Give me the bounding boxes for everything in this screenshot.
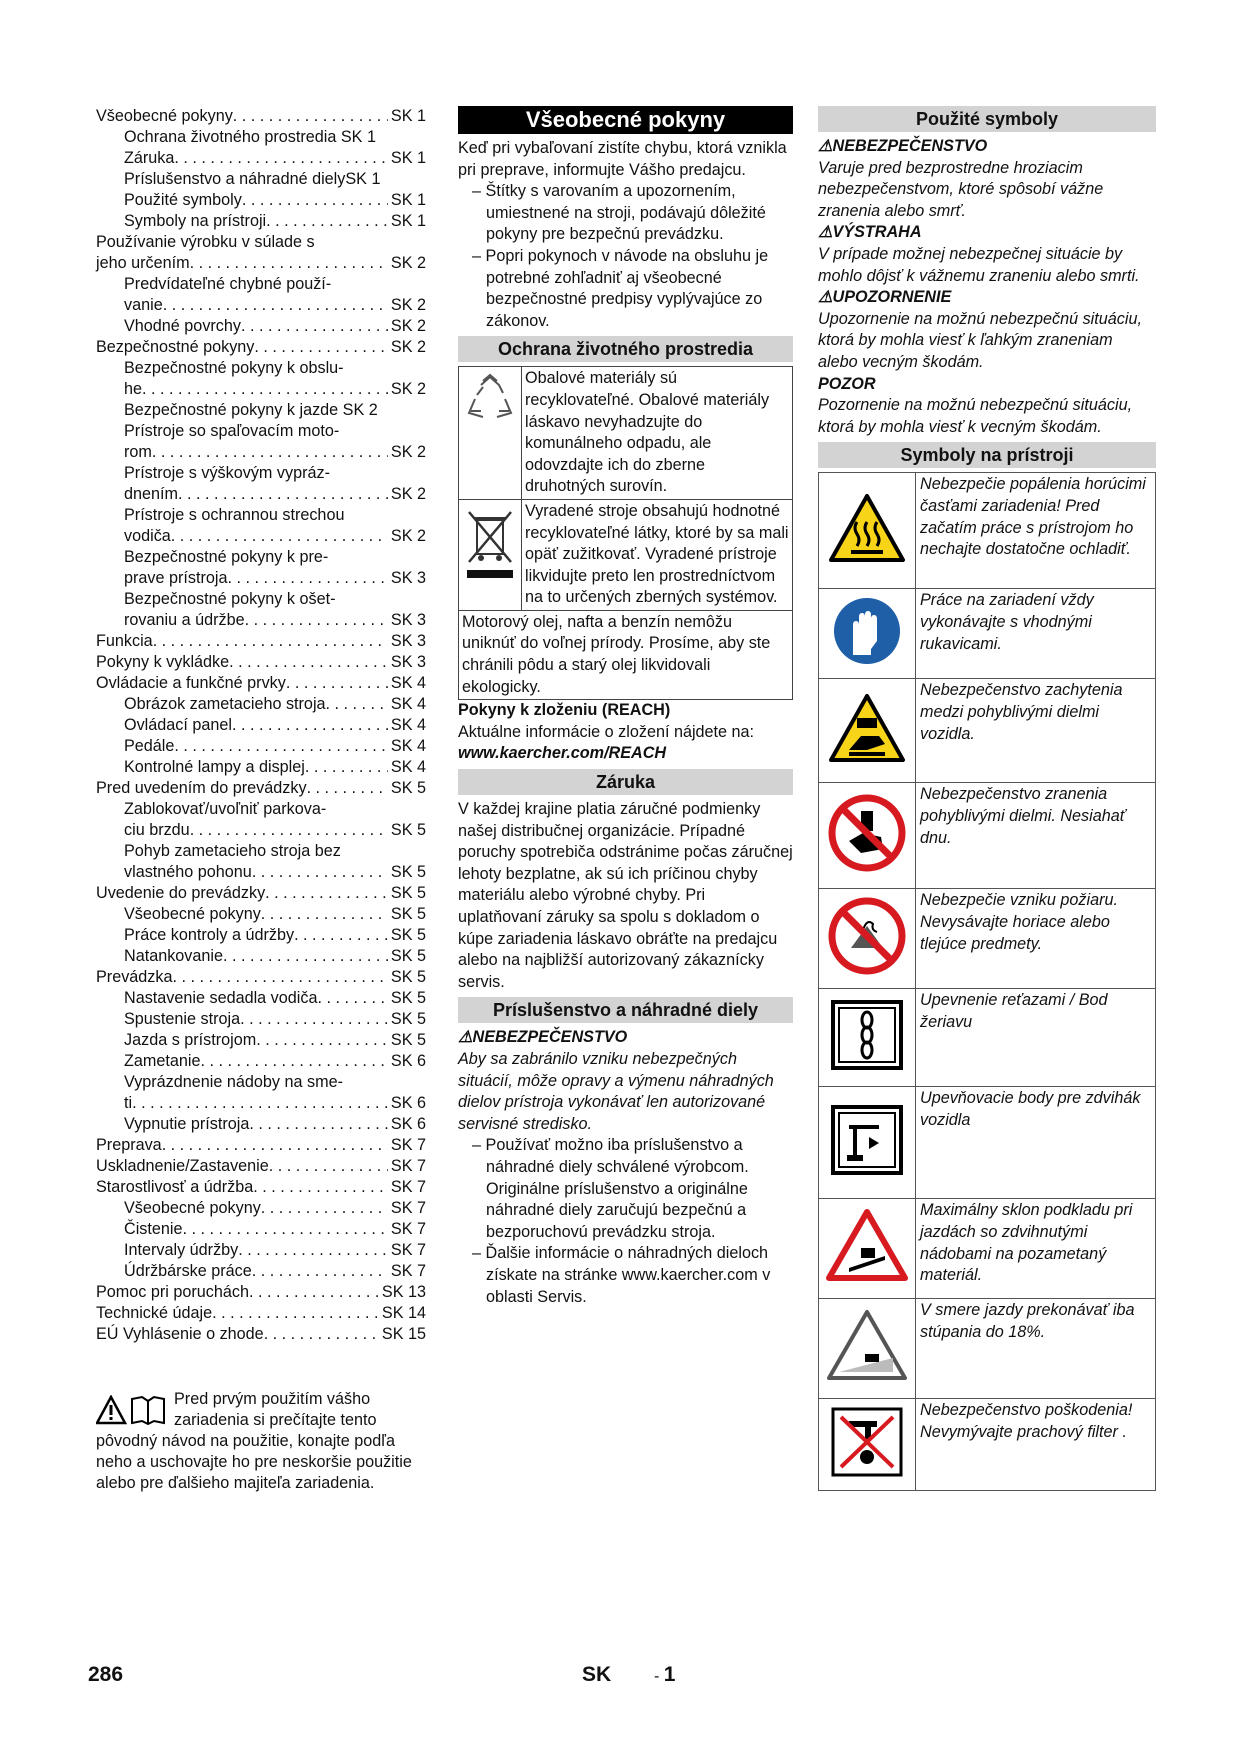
toc-entry-title: Príslušenstvo a náhradné dielySK 1 bbox=[124, 170, 381, 188]
toc-entry-title: Starostlivosť a údržba bbox=[96, 1178, 254, 1196]
recycle-icon bbox=[463, 413, 517, 431]
toc-entry-page: SK 3 bbox=[390, 632, 426, 650]
toc-entry-title: EÚ Vyhlásenie o zhode bbox=[96, 1325, 264, 1343]
toc-entry[interactable] bbox=[96, 190, 426, 211]
toc-entry-page: SK 7 bbox=[390, 1157, 426, 1175]
toc-entry[interactable] bbox=[96, 295, 426, 316]
toc-entry-page: SK 2 bbox=[390, 380, 426, 398]
toc-entry[interactable] bbox=[96, 631, 426, 652]
toc-entry-page: SK 2 bbox=[390, 254, 426, 272]
toc-entry[interactable] bbox=[96, 988, 426, 1009]
toc-dot-leader bbox=[233, 106, 388, 127]
toc-dot-leader bbox=[200, 1051, 387, 1072]
toc-entry-page: SK 5 bbox=[390, 884, 426, 902]
toc-entry-title: Záruka bbox=[124, 149, 175, 167]
toc-entry-title: vanie bbox=[124, 296, 163, 314]
toc-entry-page: SK 1 bbox=[390, 107, 426, 125]
toc-entry-page: SK 13 bbox=[381, 1283, 426, 1301]
toc-entry-title: Údržbárske práce bbox=[124, 1262, 252, 1280]
toc-dot-leader bbox=[269, 1156, 388, 1177]
toc-entry[interactable] bbox=[96, 1051, 426, 1072]
toc-dot-leader bbox=[245, 610, 388, 631]
toc-dot-leader bbox=[232, 715, 388, 736]
toc-entry-page: SK 2 bbox=[390, 527, 426, 545]
toc-entry-title: Použité symboly bbox=[124, 191, 242, 209]
toc-dot-leader bbox=[227, 568, 387, 589]
middle-column bbox=[458, 106, 793, 1308]
toc-entry[interactable] bbox=[96, 862, 426, 883]
toc-entry-title: dnením bbox=[124, 485, 178, 503]
toc-dot-leader bbox=[305, 757, 388, 778]
toc-entry-page: SK 2 bbox=[390, 317, 426, 335]
toc-entry-title: Prevádzka bbox=[96, 968, 173, 986]
accessories-danger-text: Aby sa zabránilo vzniku nebezpečných situácií, môže opravy a výmenu náhradných dielov prístroja vykonávať len autorizované servisné stredisko. bbox=[458, 1049, 774, 1133]
toc-entry-title: Kontrolné lampy a displej bbox=[124, 758, 305, 776]
toc-dot-leader bbox=[190, 820, 388, 841]
toc-entry[interactable] bbox=[96, 526, 426, 547]
toc-entry-title: Všeobecné pokyny bbox=[124, 1199, 261, 1217]
toc-entry-page: SK 4 bbox=[390, 674, 426, 692]
tipping-hazard-icon bbox=[825, 1270, 909, 1288]
toc-entry-title: Uskladnenie/Zastavenie bbox=[96, 1157, 269, 1175]
toc-entry[interactable] bbox=[96, 1198, 426, 1219]
general-bullet: – Štítky s varovaním a upozornením, umiestnené na stroji, podávajú dôležité pokyny pre bezpečnú prevádzku. bbox=[472, 182, 766, 244]
general-bullet: – Popri pokynoch v návode na obsluhu je potrebné zohľadniť aj všeobecné bezpečnostné predpisy vyplývajúce zo zákonov. bbox=[472, 246, 769, 330]
hand-crush-icon bbox=[827, 750, 907, 768]
toc-entry-continued[interactable]: Prístroje so spaľovacím moto- bbox=[124, 422, 340, 440]
toc-entry[interactable] bbox=[96, 1177, 426, 1198]
toc-entry[interactable] bbox=[96, 715, 426, 736]
symbols-used-list: ⚠NEBEZPEČENSTVO Varuje pred bezprostredne hroziacim nebezpečenstvom, ktoré spôsobí vážne zranenia alebo smrť. ⚠VÝSTRAHA V prípade možnej nebezpečnej situácie by mohlo dôjsť k vážnemu zraneniu alebo smrti. ⚠UPOZORNENIE Upozornenie na možnú nebezpečnú situáciu, ktorá by mohla viesť k ľahkým zraneniam alebo vecným škodám. POZOR Pozornenie na možnú nebezpečnú situáciu, ktorá by mohla viesť k vecným škodám. bbox=[818, 137, 1142, 436]
toc-entry-page: SK 6 bbox=[390, 1115, 426, 1133]
toc-entry-page: SK 1 bbox=[390, 212, 426, 230]
toc-entry-page: SK 5 bbox=[390, 926, 426, 944]
toc-entry-continued[interactable]: Bezpečnostné pokyny k ošet- bbox=[124, 590, 336, 608]
toc-entry-title: rom bbox=[124, 443, 152, 461]
toc-entry[interactable] bbox=[96, 1093, 426, 1114]
toc-dot-leader bbox=[223, 946, 388, 967]
toc-entry[interactable] bbox=[96, 127, 426, 148]
warranty-text: V každej krajine platia záručné podmienky našej distribučnej organizácie. Prípadné poruchy spotrebiča odstránime počas záručnej lehoty bezplatne, ak sú ich príčinou chyby materiálu alebo výrobné chyby. Pri uplatňovaní záruky sa spolu s dokladom o kúpe zariadenia láskavo obráťte na predajcu alebo na najbližší autorizovaný zákaznícky servis. bbox=[458, 800, 793, 991]
toc-entry-title: Bezpečnostné pokyny k jazde SK 2 bbox=[124, 401, 378, 419]
toc-entry-page: SK 1 bbox=[390, 149, 426, 167]
toc-dot-leader bbox=[261, 1198, 388, 1219]
reach-title: Pokyny k zloženiu (REACH) bbox=[458, 701, 671, 720]
toc-entry-page: SK 6 bbox=[390, 1052, 426, 1070]
toc-dot-leader bbox=[256, 1030, 388, 1051]
toc-entry-continued[interactable]: Pohyb zametacieho stroja bez bbox=[124, 842, 341, 860]
toc-entry-title: Preprava bbox=[96, 1136, 162, 1154]
toc-entry[interactable] bbox=[96, 316, 426, 337]
device-symbols-table: Nebezpečie popálenia horúcimi časťami zariadenia! Pred začatím práce s prístrojom ho nechajte dostatočne ochladiť. Práce na zariadení vždy vykonávajte s vhodnými rukavicami. Nebezpečenstvo zachytenia medzi pohyblivými dielmi vozidla. Nebezpečenstvo zranenia pohyblivými dielmi. Nesiahať dnu. Nebezpečie vzniku požiaru. Nevysávajte horiace alebo tlejúce predmety. Upevnenie reťazami / Bod žeriavu Upevňovacie body pre zdvihák vozidla Maximálny sklon podkladu pri jazdách so zdvihnutými nádobami na pozametaný materiál. V smere jazdy prekonávať iba stúpania do 18%. Nebezpečenstvo poškodenia! Nevymývajte prachový filter . bbox=[818, 472, 1156, 1491]
toc-entry-title: Práce kontroly a údržby bbox=[124, 926, 295, 944]
toc-entry[interactable] bbox=[96, 610, 426, 631]
toc-entry[interactable] bbox=[96, 946, 426, 967]
toc-entry-page: SK 3 bbox=[390, 611, 426, 629]
page-number: 286 bbox=[88, 1663, 124, 1686]
toc-entry[interactable] bbox=[96, 757, 426, 778]
toc-entry[interactable] bbox=[96, 1282, 426, 1303]
toc-dot-leader bbox=[249, 1114, 388, 1135]
toc-entry[interactable] bbox=[96, 967, 426, 988]
toc-dot-leader bbox=[229, 652, 388, 673]
toc-dot-leader bbox=[174, 736, 387, 757]
toc-entry-page: SK 2 bbox=[390, 338, 426, 356]
toc-entry-continued[interactable]: Prístroje s ochrannou strechou bbox=[124, 506, 345, 524]
toc-entry-page: SK 7 bbox=[390, 1199, 426, 1217]
toc-dot-leader bbox=[294, 925, 388, 946]
toc-entry-page: SK 4 bbox=[390, 737, 426, 755]
toc-entry-page: SK 15 bbox=[381, 1325, 426, 1343]
toc-entry-title: Všeobecné pokyny bbox=[96, 107, 233, 125]
toc-entry-page: SK 5 bbox=[390, 1010, 426, 1028]
toc-entry-page: SK 2 bbox=[390, 485, 426, 503]
toc-entry[interactable] bbox=[96, 652, 426, 673]
toc-entry-page: SK 5 bbox=[390, 905, 426, 923]
toc-entry[interactable] bbox=[96, 484, 426, 505]
gloves-icon bbox=[831, 653, 903, 671]
toc-entry-title: Funkcia bbox=[96, 632, 153, 650]
toc-dot-leader bbox=[163, 295, 388, 316]
toc-entry-page: SK 5 bbox=[390, 947, 426, 965]
toc-dot-leader bbox=[238, 1240, 388, 1261]
toc-entry[interactable] bbox=[96, 1261, 426, 1282]
toc-entry-page: SK 3 bbox=[390, 569, 426, 587]
toc-entry-page: SK 4 bbox=[390, 758, 426, 776]
toc-entry-page: SK 1 bbox=[390, 191, 426, 209]
toc-entry[interactable] bbox=[96, 400, 426, 421]
wheelie-bin-crossed-icon bbox=[465, 566, 515, 584]
toc-entry[interactable] bbox=[96, 1030, 426, 1051]
toc-dot-leader bbox=[172, 967, 387, 988]
toc-entry[interactable] bbox=[96, 1135, 426, 1156]
toc-entry-title: jeho určením bbox=[96, 254, 190, 272]
toc-entry-page: SK 6 bbox=[390, 1094, 426, 1112]
device-symbols-heading: Symboly na prístroji bbox=[818, 442, 1156, 468]
toc-dot-leader bbox=[178, 484, 388, 505]
toc-entry-title: Spustenie stroja bbox=[124, 1010, 241, 1028]
toc-entry-title: Pred uvedením do prevádzky bbox=[96, 779, 307, 797]
reach-link[interactable]: www.kaercher.com/REACH bbox=[458, 744, 667, 763]
toc-entry[interactable] bbox=[96, 169, 426, 190]
symbols-used-heading: Použité symboly bbox=[818, 106, 1156, 132]
toc-entry-page: SK 7 bbox=[390, 1136, 426, 1154]
toc-entry-page: SK 5 bbox=[390, 989, 426, 1007]
environment-heading: Ochrana životného prostredia bbox=[458, 336, 793, 362]
toc-entry[interactable] bbox=[96, 820, 426, 841]
lift-point-icon bbox=[829, 1163, 905, 1181]
toc-dot-leader bbox=[252, 862, 388, 883]
no-wash-filter-icon bbox=[829, 1465, 905, 1483]
toc-dot-leader bbox=[286, 673, 388, 694]
toc-dot-leader bbox=[249, 1282, 379, 1303]
toc-dot-leader bbox=[317, 988, 387, 1009]
toc-dot-leader bbox=[307, 778, 388, 799]
toc-entry-continued[interactable]: Predvídateľné chybné použí- bbox=[124, 275, 332, 293]
toc-dot-leader bbox=[162, 1135, 388, 1156]
toc-dot-leader bbox=[142, 379, 388, 400]
right-column bbox=[818, 106, 1156, 1491]
toc-entry-title: Pedále bbox=[124, 737, 175, 755]
toc-entry-continued[interactable]: Zablokovať/uvoľniť parkova- bbox=[124, 800, 327, 818]
toc-dot-leader bbox=[212, 1303, 379, 1324]
toc-dot-leader bbox=[182, 1219, 387, 1240]
toc-dot-leader bbox=[171, 526, 388, 547]
table-of-contents bbox=[96, 106, 426, 1345]
toc-dot-leader bbox=[174, 148, 388, 169]
toc-entry-title: Ochrana životného prostredia SK 1 bbox=[124, 128, 376, 146]
toc-dot-leader bbox=[326, 694, 388, 715]
footer-sub: - 1 bbox=[654, 1663, 676, 1686]
toc-entry-title: ciu brzdu bbox=[124, 821, 190, 839]
toc-entry-page: SK 5 bbox=[390, 863, 426, 881]
toc-entry-title: Všeobecné pokyny bbox=[124, 905, 261, 923]
toc-entry-page: SK 7 bbox=[390, 1241, 426, 1259]
toc-entry-title: Symboly na prístroji bbox=[124, 212, 267, 230]
toc-entry-page: SK 4 bbox=[390, 695, 426, 713]
toc-entry[interactable] bbox=[96, 337, 426, 358]
toc-entry-page: SK 5 bbox=[390, 821, 426, 839]
toc-entry-page: SK 2 bbox=[390, 296, 426, 314]
toc-dot-leader bbox=[190, 253, 388, 274]
no-touch-moving-parts-icon bbox=[827, 859, 907, 877]
accessories-bullet: – Ďalšie informácie o náhradných dieloch získate na stránke www.kaercher.com v oblasti Servis. bbox=[472, 1244, 771, 1306]
toc-entry[interactable] bbox=[96, 883, 426, 904]
toc-entry-page: SK 5 bbox=[390, 1031, 426, 1049]
toc-entry[interactable] bbox=[96, 1009, 426, 1030]
toc-entry-title: prave prístroja bbox=[124, 569, 228, 587]
toc-entry[interactable] bbox=[96, 1240, 426, 1261]
toc-entry-title: Bezpečnostné pokyny bbox=[96, 338, 255, 356]
toc-entry[interactable] bbox=[96, 379, 426, 400]
toc-dot-leader bbox=[242, 190, 388, 211]
toc-entry-continued[interactable]: Bezpečnostné pokyny k pre- bbox=[124, 548, 329, 566]
toc-entry-page: SK 5 bbox=[390, 968, 426, 986]
toc-dot-leader bbox=[241, 316, 388, 337]
accessories-bullet: – Používať možno iba príslušenstvo a náhradné diely schválené výrobcom. Originálne príslušenstvo a originálne náhradné diely zaručujú bezpečnú a bezporuchovú prevádzku stroja. bbox=[472, 1136, 749, 1241]
toc-entry-continued[interactable]: Prístroje s výškovým vypráz- bbox=[124, 464, 330, 482]
toc-dot-leader bbox=[132, 1093, 388, 1114]
toc-entry-continued[interactable]: Používanie výrobku v súlade s bbox=[96, 233, 315, 251]
toc-entry[interactable] bbox=[96, 211, 426, 232]
toc-entry-title: ti bbox=[124, 1094, 133, 1112]
accessories-danger-label: ⚠NEBEZPEČENSTVO bbox=[458, 1028, 628, 1047]
toc-dot-leader bbox=[240, 1009, 388, 1030]
toc-entry-page: SK 7 bbox=[390, 1220, 426, 1238]
toc-entry-title: Pokyny k vykládke bbox=[96, 653, 230, 671]
toc-entry-title: Zametanie bbox=[124, 1052, 201, 1070]
warranty-heading: Záruka bbox=[458, 769, 793, 795]
toc-entry[interactable] bbox=[96, 568, 426, 589]
toc-entry[interactable] bbox=[96, 1219, 426, 1240]
toc-entry-page: SK 2 bbox=[390, 443, 426, 461]
toc-entry-title: Čistenie bbox=[124, 1220, 183, 1238]
toc-entry-page: SK 14 bbox=[381, 1304, 426, 1322]
toc-entry[interactable] bbox=[96, 694, 426, 715]
reach-text: Aktuálne informácie o zložení nájdete na: bbox=[458, 722, 755, 741]
toc-entry-title: Vypnutie prístroja bbox=[124, 1115, 250, 1133]
toc-entry-title: Technické údaje bbox=[96, 1304, 213, 1322]
toc-entry[interactable] bbox=[96, 442, 426, 463]
toc-entry[interactable] bbox=[96, 106, 426, 127]
toc-dot-leader bbox=[252, 1261, 388, 1282]
toc-entry-title: vlastného pohonu bbox=[124, 863, 252, 881]
footer-lang: SK bbox=[582, 1663, 612, 1686]
toc-entry-title: rovaniu a údržbe bbox=[124, 611, 245, 629]
toc-entry-title: Uvedenie do prevádzky bbox=[96, 884, 266, 902]
toc-entry[interactable] bbox=[96, 736, 426, 757]
toc-entry-title: Jazda s prístrojom bbox=[124, 1031, 257, 1049]
toc-dot-leader bbox=[153, 631, 388, 652]
intro-note: Pred prvým použitím vášho zariadenia si prečítajte tento pôvodný návod na použitie, konajte podľa neho a uschovajte ho pre neskoršie použitie alebo pre ďalšieho majiteľa zariadenia. bbox=[96, 1390, 412, 1492]
toc-entry-title: vodiča bbox=[124, 527, 171, 545]
toc-entry-continued[interactable]: Bezpečnostné pokyny k obslu- bbox=[124, 359, 344, 377]
toc-entry-page: SK 3 bbox=[390, 653, 426, 671]
accessories-heading: Príslušenstvo a náhradné diely bbox=[458, 997, 793, 1023]
chain-anchor-icon bbox=[829, 1058, 905, 1076]
toc-dot-leader bbox=[254, 337, 388, 358]
toc-entry-page: SK 4 bbox=[390, 716, 426, 734]
slope-18-icon bbox=[825, 1370, 909, 1388]
toc-entry-title: Ovládacie a funkčné prvky bbox=[96, 674, 286, 692]
general-heading: Všeobecné pokyny bbox=[458, 106, 793, 134]
toc-entry[interactable] bbox=[96, 1303, 426, 1324]
toc-entry-title: Intervaly údržby bbox=[124, 1241, 239, 1259]
toc-entry-title: Nastavenie sedadla vodiča bbox=[124, 989, 318, 1007]
toc-entry[interactable] bbox=[96, 1324, 426, 1345]
toc-dot-leader bbox=[264, 1324, 379, 1345]
toc-entry-title: Obrázok zametacieho stroja bbox=[124, 695, 326, 713]
toc-dot-leader bbox=[266, 211, 388, 232]
toc-entry[interactable] bbox=[96, 253, 426, 274]
toc-entry[interactable] bbox=[96, 1114, 426, 1135]
toc-entry-title: Natankovanie bbox=[124, 947, 223, 965]
toc-dot-leader bbox=[253, 1177, 388, 1198]
toc-dot-leader bbox=[265, 883, 388, 904]
toc-entry[interactable] bbox=[96, 148, 426, 169]
hot-surface-icon bbox=[827, 550, 907, 568]
toc-entry-title: he bbox=[124, 380, 143, 398]
toc-dot-leader bbox=[152, 442, 388, 463]
toc-entry[interactable] bbox=[96, 778, 426, 799]
toc-entry[interactable] bbox=[96, 673, 426, 694]
toc-entry-page: SK 7 bbox=[390, 1178, 426, 1196]
toc-entry-page: SK 5 bbox=[390, 779, 426, 797]
no-burning-objects-icon bbox=[827, 962, 907, 980]
warning-manual-icon bbox=[96, 1395, 168, 1431]
toc-dot-leader bbox=[261, 904, 388, 925]
toc-entry[interactable] bbox=[96, 925, 426, 946]
toc-entry-title: Ovládací panel bbox=[124, 716, 232, 734]
toc-entry[interactable] bbox=[96, 904, 426, 925]
environment-table: Obalové materiály sú recyklovateľné. Obalové materiály láskavo nevyhadzujte do komunálneho odpadu, ale odovzdajte ich do zberne druhotných surovín. Vyradené stroje obsahujú hodnotné recyklovateľné látky, ktoré by sa mali opäť zužitkovať. Vyradené prístroje likvidujte preto len prostredníctvom na to určených zberných systémov. Motorový olej, nafta a benzín nemôžu uniknúť do voľnej prírody. Prosíme, aby ste chránili pôdu a starý olej likvidovali ekologicky. bbox=[458, 366, 793, 700]
toc-entry-title: Pomoc pri poruchách bbox=[96, 1283, 249, 1301]
toc-entry-title: Vhodné povrchy bbox=[124, 317, 241, 335]
toc-entry-page: SK 7 bbox=[390, 1262, 426, 1280]
general-intro: Keď pri vybaľovaní zistíte chybu, ktorá vznikla pri preprave, informujte Vášho predajcu. bbox=[458, 139, 787, 179]
toc-entry[interactable] bbox=[96, 1156, 426, 1177]
toc-entry-continued[interactable]: Vyprázdnenie nádoby na sme- bbox=[124, 1073, 343, 1091]
